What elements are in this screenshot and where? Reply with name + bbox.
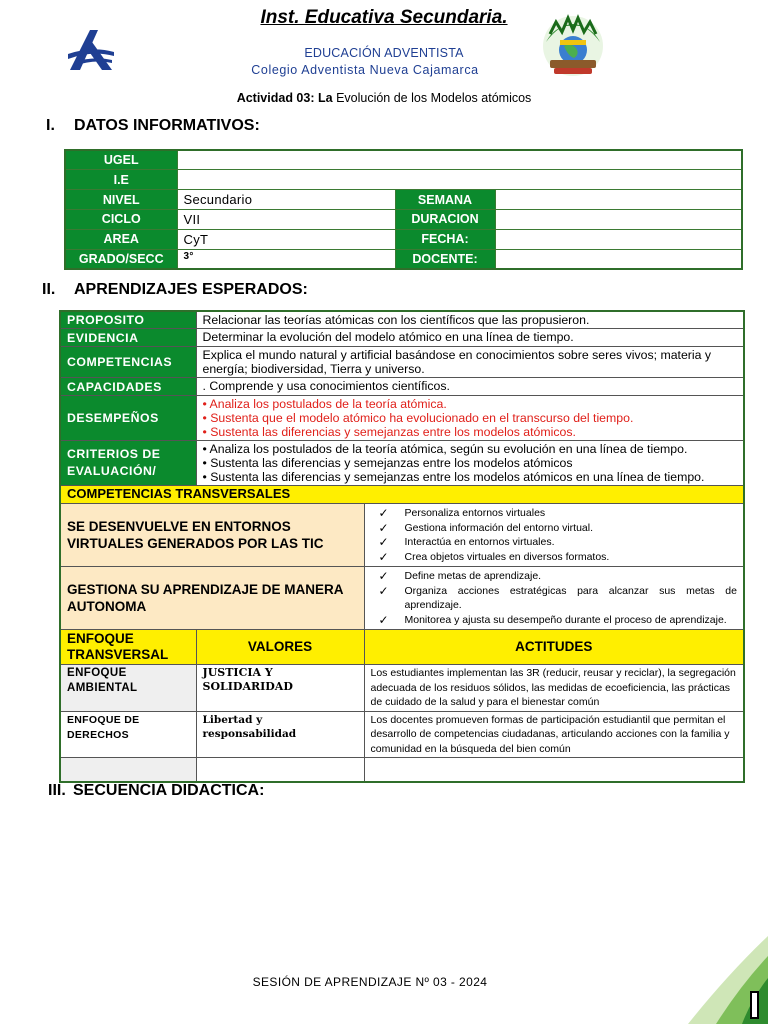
section-heading-3: III. SECUENCIA DIDACTICA: <box>48 782 265 799</box>
fecha-label: FECHA: <box>395 229 495 249</box>
evidencia-value: Determinar la evolución del modelo atómico en una línea de tiempo. <box>196 329 744 347</box>
list-item: • Analiza los postulados de la teoría atómica. <box>202 397 447 411</box>
datos-informativos-table <box>64 149 743 270</box>
nivel-value: Secundario <box>177 190 395 210</box>
list-item: • Analiza los postulados de la teoría atómica, según su evolución en una línea de tiempo. <box>202 442 688 456</box>
table-row <box>60 396 744 441</box>
header-line-2: Colegio Adventista Nueva Cajamarca <box>251 63 479 77</box>
proposito-label: PROPOSITO <box>60 311 196 329</box>
semana-value <box>495 190 742 210</box>
competencias-transversales-header: COMPETENCIAS TRANSVERSALES <box>60 486 744 504</box>
school-crest-icon <box>540 12 606 80</box>
area-label: AREA <box>65 229 177 249</box>
criterios-label: CRITERIOS DE EVALUACIÓN/ <box>60 441 196 486</box>
nivel-label: NIVEL <box>65 190 177 210</box>
competencias-label: COMPETENCIAS <box>60 347 196 378</box>
desempenos-list <box>196 396 744 441</box>
table-row <box>65 249 742 269</box>
evidencia-label: EVIDENCIA <box>60 329 196 347</box>
checkmark-icon: ✓ <box>378 549 389 564</box>
docente-label: DOCENTE: <box>395 249 495 269</box>
table-row <box>60 758 744 782</box>
capacidades-label: CAPACIDADES <box>60 378 196 396</box>
table-row <box>60 311 744 329</box>
ie-value <box>177 170 742 190</box>
ugel-value <box>177 150 742 170</box>
list-item: • Sustenta que el modelo atómico ha evolucionado en el transcurso del tiempo. <box>202 411 634 425</box>
actitudes-header: ACTITUDES <box>364 630 744 665</box>
table-row <box>60 711 744 758</box>
list-item: ✓ Define metas de aprendizaje. <box>378 569 542 583</box>
checkmark-icon: ✓ <box>378 520 389 535</box>
fecha-value <box>495 229 742 249</box>
enfoque-derechos: ENFOQUE DE DERECHOS <box>60 711 196 758</box>
gestiona-competencia: GESTIONA SU APRENDIZAJE DE MANERA AUTONOMA <box>60 567 364 630</box>
actitud-ambiental: Los estudiantes implementan las 3R (reducir, reusar y reciclar), la segregación adecuada de los residuos sólidos, las medidas de ecoeficiencia, las prácticas de cuidado de la salud y para el bienestar común <box>364 665 744 712</box>
table-row <box>60 665 744 712</box>
enfoque-header: ENFOQUE TRANSVERSAL <box>60 630 196 665</box>
valor-justicia: JUSTICIA Y SOLIDARIDAD <box>196 665 364 712</box>
table-row <box>65 150 742 170</box>
list-item: ✓ Gestiona información del entorno virtual. <box>378 520 594 535</box>
activity-title: Actividad 03: La Evolución de los Modelos atómicos <box>236 91 532 105</box>
empty-cell <box>60 758 196 782</box>
table-row <box>65 209 742 229</box>
checkmark-icon: ✓ <box>378 612 389 627</box>
ugel-label: UGEL <box>65 150 177 170</box>
table-row <box>60 567 744 630</box>
ie-label: I.E <box>65 170 177 190</box>
section-heading-2: II. APRENDIZAJES ESPERADOS: <box>42 281 308 298</box>
proposito-value: Relacionar las teorías atómicas con los científicos que las propusieron. <box>196 311 744 329</box>
docente-value <box>495 249 742 269</box>
valor-libertad: Libertad y responsabilidad <box>196 711 364 758</box>
desempenos-label: DESEMPEÑOS <box>60 396 196 441</box>
table-row <box>60 486 744 504</box>
enfoque-ambiental: ENFOQUE AMBIENTAL <box>60 665 196 712</box>
ciclo-label: CICLO <box>65 209 177 229</box>
ciclo-value: VII <box>177 209 395 229</box>
table-row <box>65 170 742 190</box>
list-item: • Sustenta las diferencias y semejanzas entre los modelos atómicos. <box>202 425 576 439</box>
institution-title: Inst. Educativa Secundaria. <box>260 7 508 28</box>
checkmark-icon: ✓ <box>378 535 389 549</box>
table-row <box>60 329 744 347</box>
tic-checklist <box>364 504 744 567</box>
semana-label: SEMANA <box>395 190 495 210</box>
table-row <box>60 378 744 396</box>
empty-cell <box>196 758 364 782</box>
empty-cell <box>364 758 744 782</box>
duracion-value <box>495 209 742 229</box>
list-item: ✓ Organiza acciones estratégicas para alcanzar sus metas de aprendizaje. <box>378 583 737 611</box>
tic-competencia: SE DESENVUELVE EN ENTORNOS VIRTUALES GENERADOS POR LAS TIC <box>60 504 364 567</box>
corner-decoration <box>648 934 768 1024</box>
area-value: CyT <box>177 229 395 249</box>
actitud-derechos: Los docentes promueven formas de participación estudiantil que permitan el desarrollo de competencias ciudadanas, articulando acciones con la familia y comunidad en la búsqueda del bien común <box>364 711 744 758</box>
valores-header: VALORES <box>196 630 364 665</box>
table-row <box>65 229 742 249</box>
table-row <box>65 190 742 210</box>
duracion-label: DURACION <box>395 209 495 229</box>
checkmark-icon: ✓ <box>378 506 389 520</box>
checkmark-icon: ✓ <box>378 583 389 598</box>
table-row <box>60 630 744 665</box>
list-item: • Sustenta las diferencias y semejanzas entre los modelos atómicos en una línea de tiempo. <box>202 470 705 484</box>
header-line-1: EDUCACIÓN ADVENTISTA <box>304 46 464 60</box>
list-item: ✓ Crea objetos virtuales en diversos formatos. <box>378 549 610 564</box>
grado-value: 3° <box>177 249 395 269</box>
gestiona-checklist <box>364 567 744 630</box>
list-item: ✓ Personaliza entornos virtuales <box>378 506 546 520</box>
table-row <box>60 347 744 378</box>
aprendizajes-table <box>59 310 745 783</box>
competencias-value: Explica el mundo natural y artificial basándose en conocimientos sobre seres vivos; materia y energía; biodiversidad, Tierra y universo. <box>196 347 744 378</box>
table-row <box>60 504 744 567</box>
list-item: • Sustenta las diferencias y semejanzas entre los modelos atómicos <box>202 456 573 470</box>
list-item: ✓ Monitorea y ajusta su desempeño durante el proceso de aprendizaje. <box>378 612 727 627</box>
checkmark-icon: ✓ <box>378 569 389 583</box>
list-item: ✓ Interactúa en entornos virtuales. <box>378 535 555 549</box>
capacidades-value: . Comprende y usa conocimientos científicos. <box>196 378 744 396</box>
section-heading-1: I. DATOS INFORMATIVOS: <box>46 117 260 134</box>
table-row <box>60 441 744 486</box>
criterios-list <box>196 441 744 486</box>
grado-label: GRADO/SECC <box>65 249 177 269</box>
page-footer: SESIÓN DE APRENDIZAJE Nº 03 - 2024 <box>252 975 488 989</box>
